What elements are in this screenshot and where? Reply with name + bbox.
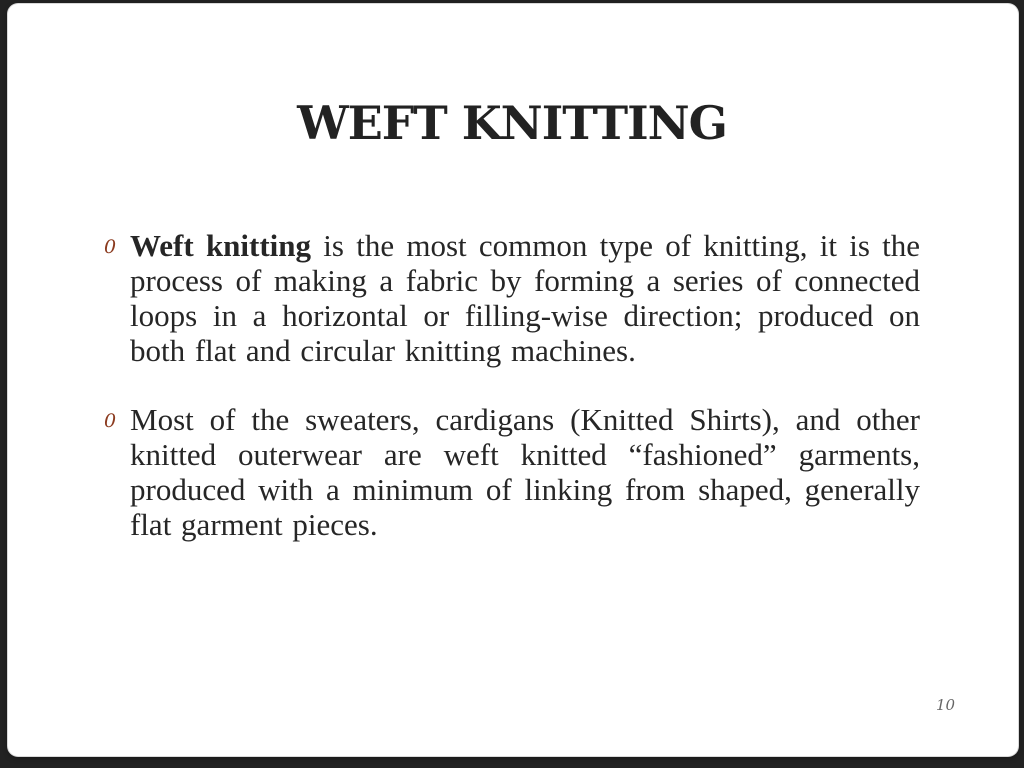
bullet-marker: 0 [104, 236, 117, 258]
bullet-lead-term: Weft knitting [130, 228, 312, 263]
page-number: 10 [936, 696, 956, 714]
bullet-item [104, 228, 920, 368]
bullet-body: is the most common type of knitting, it is the process of making a fabric by forming a series of connected loops in a horizontal or filling-wise direction; produced on both flat and circular knitting machines. [130, 228, 920, 368]
slide-title: WEFT KNITTING [297, 96, 727, 150]
bullet-body: Most of the sweaters, cardigans (Knitted Shirts), and other knitted outerwear are weft knitted “fashioned” garments, produced with a minimum of linking from shaped, generally flat garment pieces. [130, 402, 920, 542]
bullet-text [130, 228, 920, 368]
bullet-list [104, 228, 920, 576]
bullet-marker: 0 [104, 410, 117, 432]
bullet-item [104, 402, 920, 542]
bullet-text [130, 402, 920, 542]
